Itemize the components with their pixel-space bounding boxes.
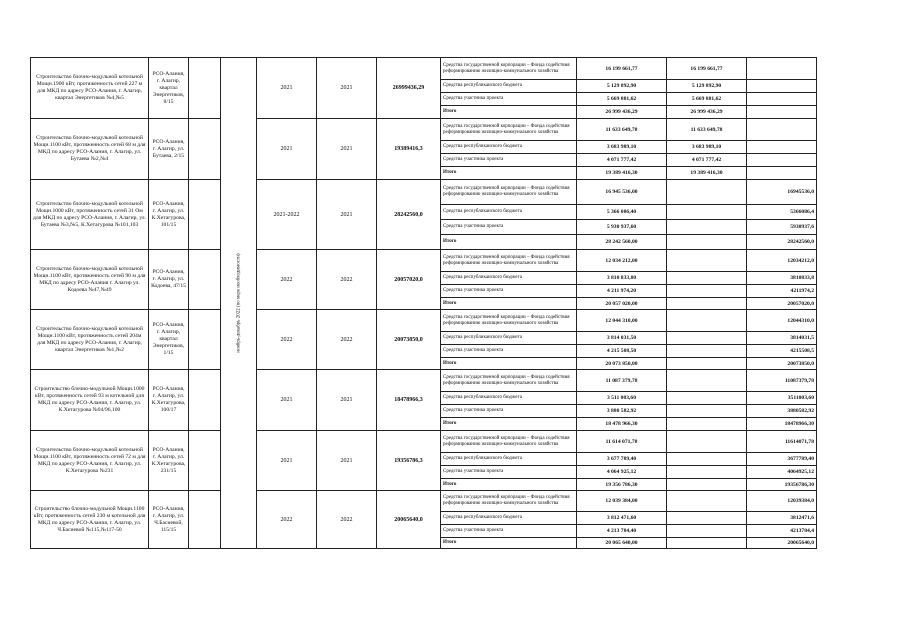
funding-source: Итого xyxy=(441,106,577,119)
project-name: Строительство блочно-модульной котельной Мощн.1000 кВт, протяженность сетей 31 Ом для МКД по адресу РСО-Алания, г. Алагир, ул. Бутаева №3,№5, К.Хетагурова №101,103 xyxy=(31,180,149,250)
project-address: РСО-Алания, г. Алагир, ул. К.Хетагурова, 100/17 xyxy=(149,370,189,431)
end-year: 2021 xyxy=(317,431,377,491)
funding-amount-2022: 3880582,92 xyxy=(747,405,817,418)
funding-source: Итого xyxy=(441,235,577,250)
funding-amount: 28 242 560,00 xyxy=(577,235,667,250)
funding-source: Средства государственной корпорации – Фонда содействия реформированию жилищно-коммунального хозяйства xyxy=(441,370,577,392)
project-total: 19356786,3 xyxy=(377,431,441,491)
funding-amount: 19 356 786,30 xyxy=(577,479,667,491)
funding-amount: 4 071 777,42 xyxy=(577,154,667,167)
funding-amount-2022: 12039384,0 xyxy=(747,491,817,512)
funding-amount-2022: 5930937,6 xyxy=(747,220,817,235)
empty-cell xyxy=(189,250,221,310)
funding-amount-2022 xyxy=(747,141,817,154)
funding-amount: 11 633 649,78 xyxy=(577,119,667,141)
funding-source: Средства государственной корпорации – Фонда содействия реформированию жилищно-коммунального хозяйства xyxy=(441,491,577,512)
funding-amount-2021 xyxy=(667,310,747,332)
project-address: РСО-Алания, г. Алагир, ул. К.Хетагурова, 101/15 xyxy=(149,180,189,250)
funding-source: Средства государственной корпорации – Фонда содействия реформированию жилищно-коммунального хозяйства xyxy=(441,250,577,272)
funding-amount-2021: 11 633 649,78 xyxy=(667,119,747,141)
funding-amount-2022: 12034212,0 xyxy=(747,250,817,272)
funding-amount-2022 xyxy=(747,80,817,93)
funding-amount-2021 xyxy=(667,525,747,538)
funding-source: Итого xyxy=(441,298,577,310)
funding-amount-2022: 11087379,78 xyxy=(747,370,817,392)
funding-amount-2021 xyxy=(667,370,747,392)
start-year: 2021 xyxy=(257,119,317,180)
funding-amount: 18 478 966,30 xyxy=(577,418,667,431)
funding-source: Средства участника проекта xyxy=(441,525,577,538)
funding-amount-2022: 3814031,5 xyxy=(747,332,817,345)
funding-amount: 4 213 784,40 xyxy=(577,525,667,538)
funding-amount: 4 211 974,20 xyxy=(577,285,667,298)
funding-amount: 5 129 892,90 xyxy=(577,80,667,93)
funding-amount-2021 xyxy=(667,285,747,298)
funding-amount-2022: 5366086,4 xyxy=(747,205,817,220)
project-name: Строительство блочно-модульной котельной Мощн.1100 кВт, протяженность сетей 68 м для МКД по адресу РСО-Алания, г. Алагир, ул. Бутаева №2,№4 xyxy=(31,119,149,180)
funding-amount: 11 614 071,78 xyxy=(577,431,667,453)
project-name: Строительство блочно-модульной котельной Мощн.1900 кВт, протяженность сетей 227 м для МКД по адресу РСО-Алания, г. Алагир, квартал Энергетиков №4,№5 xyxy=(31,58,149,119)
project-name: Строительство блочно-модульной котельной Мощн.1100 кВт, протяженность сетей 72 м для МКД по адресу РСО-Алания, г. Алагир, ул. К.Хетагурова №231 xyxy=(31,431,149,491)
funding-amount-2022: 20057020,0 xyxy=(747,298,817,310)
funding-source: Средства участника проекта xyxy=(441,93,577,106)
funding-amount: 11 087 379,78 xyxy=(577,370,667,392)
funding-amount: 5 366 086,40 xyxy=(577,205,667,220)
funding-amount-2021: 19 389 416,30 xyxy=(667,167,747,180)
project-name: Строительство блочно-модульной Мощн.1100 кВт, протяженность сетей 230 м котельной для МКД по адресу РСО-Алания, г. Алагир, ул. Ч.Басиевой №115,№117-50 xyxy=(31,491,149,549)
funding-amount-2021 xyxy=(667,332,747,345)
project-address: РСО-Алания, г. Алагир, квартал Энергетиков, 1/15 xyxy=(149,310,189,370)
funding-amount-2022 xyxy=(747,93,817,106)
funding-amount-2022: 4064925,12 xyxy=(747,466,817,479)
funding-amount: 19 389 416,30 xyxy=(577,167,667,180)
funding-amount-2022 xyxy=(747,167,817,180)
funding-source: Средства республиканского бюджета xyxy=(441,332,577,345)
end-year: 2021 xyxy=(317,180,377,250)
document-sheet xyxy=(30,57,816,573)
funding-amount-2021 xyxy=(667,358,747,370)
end-year: 2021 xyxy=(317,58,377,119)
funding-amount: 20 073 850,00 xyxy=(577,358,667,370)
funding-amount-2021 xyxy=(667,479,747,491)
funding-amount: 12 044 310,00 xyxy=(577,310,667,332)
funding-amount: 3 683 989,10 xyxy=(577,141,667,154)
funding-amount: 3 880 582,92 xyxy=(577,405,667,418)
funding-amount-2021 xyxy=(667,272,747,285)
funding-amount-2021 xyxy=(667,418,747,431)
project-address: РСО-Алания, г. Алагир, ул. Ч.Басиевой, 115/15 xyxy=(149,491,189,549)
funding-amount-2021 xyxy=(667,220,747,235)
funding-amount-2022: 12044310,0 xyxy=(747,310,817,332)
project-total: 20057020,0 xyxy=(377,250,441,310)
funding-amount-2021 xyxy=(667,345,747,358)
funding-amount: 5 930 937,60 xyxy=(577,220,667,235)
start-year: 2021 xyxy=(257,370,317,431)
funding-row xyxy=(31,250,817,272)
end-year: 2022 xyxy=(317,491,377,549)
funding-source: Средства участника проекта xyxy=(441,466,577,479)
funding-amount: 12 034 212,00 xyxy=(577,250,667,272)
funding-amount-2021 xyxy=(667,392,747,405)
funding-amount-2022: 3511003,60 xyxy=(747,392,817,405)
funding-amount-2022: 3812471,6 xyxy=(747,512,817,525)
project-total: 20073850,0 xyxy=(377,310,441,370)
empty-cell xyxy=(189,119,221,180)
funding-source: Средства участника проекта xyxy=(441,154,577,167)
empty-cell xyxy=(189,58,221,119)
funding-source: Итого xyxy=(441,167,577,180)
start-year: 2021-2022 xyxy=(257,180,317,250)
start-year: 2021 xyxy=(257,58,317,119)
funding-row xyxy=(31,370,817,392)
project-total: 19389416,3 xyxy=(377,119,441,180)
funding-source: Средства республиканского бюджета xyxy=(441,205,577,220)
empty-cell xyxy=(189,310,221,370)
project-address: РСО-Алания, г. Алагир, квартал Энергетиков, 8/15 xyxy=(149,58,189,119)
funding-amount-2021: 26 999 436,29 xyxy=(667,106,747,119)
projects-table xyxy=(30,57,817,549)
funding-amount-2021 xyxy=(667,466,747,479)
funding-amount-2022: 16945536,0 xyxy=(747,180,817,205)
funding-amount-2022: 4211974,2 xyxy=(747,285,817,298)
funding-amount: 12 039 384,00 xyxy=(577,491,667,512)
end-year: 2021 xyxy=(317,370,377,431)
funding-amount-2021: 16 199 661,77 xyxy=(667,58,747,80)
funding-amount-2021 xyxy=(667,512,747,525)
empty-cell xyxy=(189,431,221,491)
empty-cell xyxy=(189,370,221,431)
funding-amount: 5 669 881,62 xyxy=(577,93,667,106)
funding-source: Средства республиканского бюджета xyxy=(441,392,577,405)
funding-amount-2022: 20073850,0 xyxy=(747,358,817,370)
funding-amount-2021 xyxy=(667,491,747,512)
funding-source: Итого xyxy=(441,418,577,431)
funding-amount-2021 xyxy=(667,250,747,272)
funding-source: Средства участника проекта xyxy=(441,345,577,358)
funding-amount-2022: 4215508,5 xyxy=(747,345,817,358)
end-year: 2022 xyxy=(317,250,377,310)
funding-amount-2022: 28242560,0 xyxy=(747,235,817,250)
funding-amount-2021 xyxy=(667,235,747,250)
start-year: 2022 xyxy=(257,491,317,549)
funding-source: Средства республиканского бюджета xyxy=(441,141,577,154)
funding-amount-2021 xyxy=(667,431,747,453)
funding-row xyxy=(31,58,817,80)
project-total: 28242560,0 xyxy=(377,180,441,250)
funding-amount: 16 199 661,77 xyxy=(577,58,667,80)
funding-amount-2022: 3677789,40 xyxy=(747,453,817,466)
funding-amount-2022 xyxy=(747,154,817,167)
funding-source: Средства государственной корпорации – Фонда содействия реформированию жилищно-коммунального хозяйства xyxy=(441,119,577,141)
funding-amount: 3 812 471,60 xyxy=(577,512,667,525)
project-address: РСО-Алания, г. Алагир, ул. Кодоева, 47/15 xyxy=(149,250,189,310)
funding-amount-2021 xyxy=(667,538,747,549)
funding-source: Средства участника проекта xyxy=(441,285,577,298)
period-vertical-text: ноябрь-декабрь 2022 (по мере необходимости) xyxy=(236,253,241,353)
period-vertical-cell xyxy=(221,58,257,549)
project-total: 18478966,3 xyxy=(377,370,441,431)
funding-amount-2021: 5 669 881,62 xyxy=(667,93,747,106)
funding-amount-2021 xyxy=(667,405,747,418)
funding-amount-2022: 3810833,8 xyxy=(747,272,817,285)
funding-amount: 26 999 436,29 xyxy=(577,106,667,119)
funding-amount: 4 064 925,12 xyxy=(577,466,667,479)
funding-amount: 3 810 833,80 xyxy=(577,272,667,285)
funding-source: Средства участника проекта xyxy=(441,220,577,235)
funding-amount-2022 xyxy=(747,119,817,141)
funding-amount: 4 215 508,50 xyxy=(577,345,667,358)
project-total: 20065640,0 xyxy=(377,491,441,549)
funding-source: Итого xyxy=(441,538,577,549)
end-year: 2022 xyxy=(317,310,377,370)
funding-amount: 3 511 003,60 xyxy=(577,392,667,405)
funding-source: Средства республиканского бюджета xyxy=(441,272,577,285)
funding-amount-2021 xyxy=(667,180,747,205)
funding-amount-2021: 3 683 989,10 xyxy=(667,141,747,154)
funding-row xyxy=(31,180,817,205)
funding-amount: 20 057 020,00 xyxy=(577,298,667,310)
project-address: РСО-Алания, г. Алагир, ул. К.Хетагурова, 231/15 xyxy=(149,431,189,491)
funding-amount: 3 677 789,40 xyxy=(577,453,667,466)
funding-amount-2021: 5 129 892,90 xyxy=(667,80,747,93)
start-year: 2022 xyxy=(257,250,317,310)
funding-amount-2021 xyxy=(667,453,747,466)
funding-amount: 16 945 536,00 xyxy=(577,180,667,205)
funding-amount: 3 814 031,50 xyxy=(577,332,667,345)
funding-source: Средства участника проекта xyxy=(441,405,577,418)
funding-source: Средства республиканского бюджета xyxy=(441,80,577,93)
empty-cell xyxy=(189,491,221,549)
funding-source: Итого xyxy=(441,358,577,370)
funding-source: Средства государственной корпорации – Фонда содействия реформированию жилищно-коммунального хозяйства xyxy=(441,180,577,205)
funding-amount-2021 xyxy=(667,298,747,310)
funding-amount-2021 xyxy=(667,205,747,220)
funding-amount-2022 xyxy=(747,58,817,80)
funding-amount-2022: 18478966,30 xyxy=(747,418,817,431)
empty-cell xyxy=(189,180,221,250)
funding-amount-2022: 19356786,30 xyxy=(747,479,817,491)
project-name: Строительство блочно-модульной котельной Мощн.1100 кВт, протяженность сетей 90 м для МКД по адресу РСО-Алания г. Алагир ул. Кодоева №47,№49 xyxy=(31,250,149,310)
start-year: 2021 xyxy=(257,431,317,491)
funding-row xyxy=(31,431,817,453)
funding-amount-2022: 11614071,78 xyxy=(747,431,817,453)
funding-row xyxy=(31,491,817,512)
funding-source: Средства государственной корпорации – Фонда содействия реформированию жилищно-коммунального хозяйства xyxy=(441,58,577,80)
project-total: 26999436,29 xyxy=(377,58,441,119)
end-year: 2021 xyxy=(317,119,377,180)
funding-amount-2022 xyxy=(747,106,817,119)
funding-row xyxy=(31,310,817,332)
project-address: РСО-Алания, г. Алагир, ул. Бутаева, 2/15 xyxy=(149,119,189,180)
funding-source: Средства государственной корпорации – Фонда содействия реформированию жилищно-коммунального хозяйства xyxy=(441,310,577,332)
funding-row xyxy=(31,119,817,141)
funding-source: Средства республиканского бюджета xyxy=(441,453,577,466)
funding-source: Итого xyxy=(441,479,577,491)
start-year: 2022 xyxy=(257,310,317,370)
funding-amount-2022: 4213784,4 xyxy=(747,525,817,538)
project-name: Строительство блочно-модульной Мощн.1000 кВт, протяженность сетей 93 м котельной для МКД по адресу РСО-Алания, г. Алагир, ул. К.Хетагурова №94/96,100 xyxy=(31,370,149,431)
funding-amount: 20 065 640,00 xyxy=(577,538,667,549)
funding-source: Средства государственной корпорации – Фонда содействия реформированию жилищно-коммунального хозяйства xyxy=(441,431,577,453)
project-name: Строительство блочно-модульной котельной Мощн.1100 кВт, протяженность сетей 204м для МКД по адресу РСО-Алания, г. Алагир, квартал Энергетиков №1,№2 xyxy=(31,310,149,370)
funding-source: Средства республиканского бюджета xyxy=(441,512,577,525)
funding-amount-2021: 4 071 777,42 xyxy=(667,154,747,167)
funding-amount-2022: 20065640,0 xyxy=(747,538,817,549)
